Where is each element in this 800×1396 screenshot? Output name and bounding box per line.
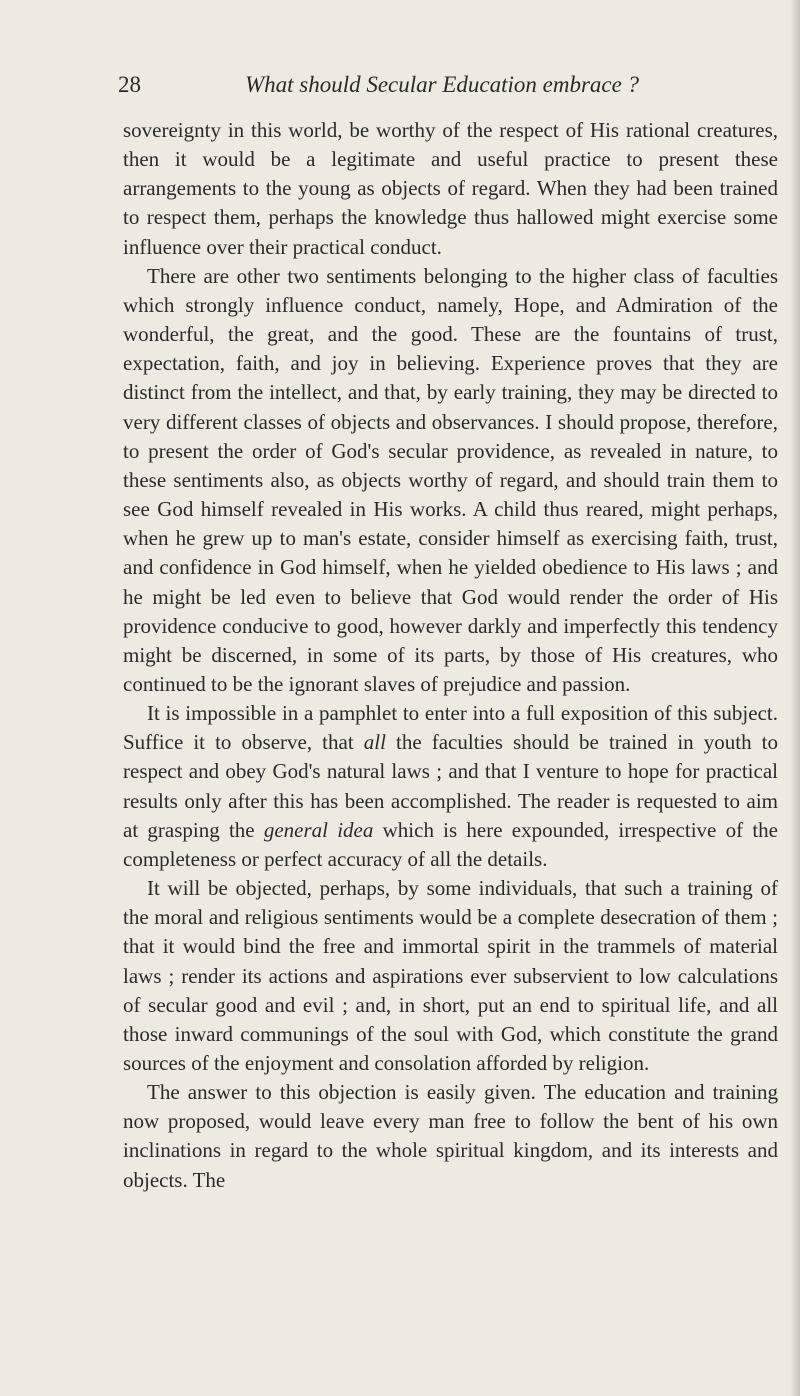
page-number: 28 (118, 72, 141, 97)
paragraph-5: The answer to this objection is easily given. The education and training now proposed, would leave every man free to follow the bent of his own inclinations in regard to the whole spiritual kingdom, and its interests and objects. The (123, 1080, 778, 1192)
paragraph-3 (123, 699, 778, 874)
emphasis-general-idea: general idea (263, 817, 374, 842)
paragraph-1: sovereignty in this world, be worthy of the respect of His rational creatures, then it would be a legitimate and useful practice to present these arrangements to the young as objects of regard. When they had been trained to respect them, perhaps the knowledge thus hallowed might exercise some influence over their practical conduct. (123, 118, 778, 259)
paragraph-2: There are other two sentiments belonging to the higher class of faculties which strongly influence conduct, namely, Hope, and Admiration of the wonderful, the great, and the good. These are the fountains of trust, expectation, faith, and joy in believing. Experience proves that they are distinct from the intellect, and that, by early training, they may be directed to very different classes of objects and observances. I should propose, therefore, to present the order of God's secular providence, as revealed in nature, to these sentiments also, as objects worthy of regard, and should train them to see God himself revealed in His works. A child thus reared, might perhaps, when he grew up to man's estate, consider himself as exercising faith, trust, and confidence in God himself, when he yielded obedience to His laws ; and he might be led even to believe that God would render the order of His providence conducive to good, however darkly and imperfectly this tendency might be discerned, in some of its parts, by those of His creatures, who continued to be the ignorant slaves of prejudice and passion. (123, 263, 778, 696)
paragraph-4: It will be objected, perhaps, by some individuals, that such a training of the moral and religious sentiments would be a complete desecration of them ; that it would bind the free and immortal spirit in the trammels of material laws ; render its actions and aspirations ever subservient to low calculations of secular good and evil ; and, in short, put an end to spiritual life, and all those inward communings of the soul with God, which constitute the grand sources of the enjoyment and consolation afforded by religion. (123, 876, 778, 1075)
emphasis-all: all (363, 730, 386, 755)
body-text (123, 116, 778, 1195)
paragraph-3-part-2: the faculties should be trained in youth to respect and obey God's natural laws ; and that I venture to hope for practical results only after this has been accomplished. The reader is requested to aim at grasping the (123, 730, 779, 842)
page-edge-shadow (790, 0, 800, 1396)
paragraph-3-part-1: It is impossible in a pamphlet to enter into a full exposition of this subject. Suffice it to observe, that (123, 701, 778, 755)
running-title: What should Secular Education embrace ? (244, 72, 640, 97)
paragraph-3-part-3: which is here expounded, irrespective of the completeness or perfect accuracy of all the details. (123, 817, 778, 871)
running-head (118, 72, 678, 104)
